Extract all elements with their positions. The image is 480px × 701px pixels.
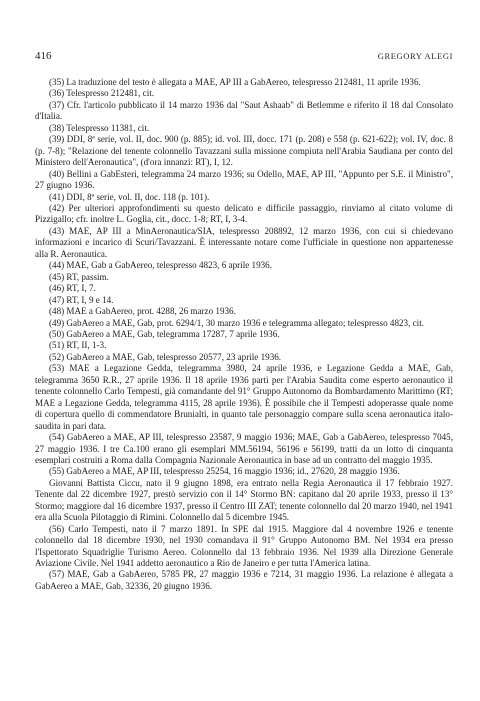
footnote-57: (57) MAE, Gab a GabAereo, 5785 PR, 27 maggio 1936 e 7214, 31 maggio 1936. La relazione è allegata a GabAereo a MAE, Gab, 32336, 20 giugno 1936.	[35, 569, 453, 591]
running-head: GREGORY ALEGI	[377, 51, 453, 61]
footnote-50: (50) GabAereo a MAE, Gab, telegramma 17287, 7 aprile 1936.	[49, 328, 280, 339]
footnote-47: (47) RT, I, 9 e 14.	[49, 294, 114, 305]
footnote-55-continued: Giovanni Battista Ciccu, nato il 9 giugno 1898, era entrato nella Regia Aeronautica il 17 febbraio 1927. Tenente dal 22 dicembre 1927, prestò servizio con il 14° Stormo BN: capitano dal 20 aprile 1933, presso il 13° Stormo; maggiore dal 16 dicembre 1937, presso il Centro III ZAT; tenente colonnello dal 20 marzo 1940, nel 1941 era alla Scuola Pilotaggio di Rimini. Colonnello dal 5 dicembre 1945.	[35, 477, 453, 523]
footnote-36: (36) Telespresso 212481, cit.	[49, 88, 155, 99]
page-header	[35, 50, 453, 62]
footnote-44: (44) MAE, Gab a GabAereo, telespresso 4823, 6 aprile 1936.	[49, 260, 272, 271]
footnotes	[35, 77, 453, 592]
footnote-45: (45) RT, passim.	[49, 271, 109, 282]
footnote-37: (37) Cfr. l'articolo pubblicato il 14 marzo 1936 dal "Saut Ashaab" di Betlemme e riferito il 18 dal Consolato d'Italia.	[35, 99, 453, 122]
page-number: 416	[35, 50, 52, 62]
footnote-42: (42) Per ulteriori approfondimenti su questo delicato e difficile passaggio, rinviamo al citato volume di Pizzigallo; cfr. inoltre L. Goglia, cit., docc. 1-8; RT, I, 3-4.	[35, 202, 453, 225]
footnote-55: (55) GabAereo a MAE, AP III, telespresso 25254, 16 maggio 1936; id., 27620, 28 maggio 1936.	[49, 466, 400, 477]
footnote-38: (38) Telespresso 11381, cit.	[49, 122, 150, 133]
footnote-52: (52) GabAereo a MAE, Gab, telespresso 20577, 23 aprile 1936.	[49, 351, 282, 362]
footnote-56: (56) Carlo Tempesti, nato il 7 marzo 1891. In SPE dal 1915. Maggiore dal 4 novembre 1926 e tenente colonnello dal 18 dicembre 1930, nel 1930 comandava il 91° Gruppo Autonomo BM. Nel 1934 era presso l'Ispettorato Squadriglie Turismo Aereo. Colonnello dal 13 febbraio 1936. Nel 1939 alla Direzione Generale Aviazione Civile. Nel 1941 addetto aeronautico a Rio de Janeiro e per tutta l'America latina.	[35, 523, 453, 569]
footnote-48: (48) MAE a GabAereo, prot. 4288, 26 marzo 1936.	[49, 306, 236, 317]
footnote-35: (35) La traduzione del testo è allegata a MAE, AP III a GabAereo, telespresso 212481, 11 aprile 1936.	[49, 77, 421, 87]
footnote-49: (49) GabAereo a MAE, Gab, prot. 6294/1, 30 marzo 1936 e telegramma allegato; telespresso 4823, cit.	[49, 317, 425, 328]
footnote-41: (41) DDI, 8ª serie, vol. II, doc. 118 (p. 101).	[49, 191, 210, 202]
footnote-53: (53) MAE a Legazione Gedda, telegramma 3980, 24 aprile 1936, e Legazione Gedda a MAE, Gab, telegramma 3650 R.R., 27 aprile 1936. Il 18 aprile 1936 partì per l'Arabia Saudita come esperto aeronautico il tenente colonnello Carlo Tempesti, già comandante del 91° Gruppo Autonomo da Bombardamento Marittimo (RT; MAE a Legazione Gedda, telegramma 4115, 28 aprile 1936). È possibile che il Tempesti adoperasse quale nome di copertura quello di commendatore Brunialti, in quanto tale personaggio compare sulla scena aeronautica italo-saudita in pari data.	[35, 363, 453, 431]
footnote-40: (40) Bellini a GabEsteri, telegramma 24 marzo 1936; su Odello, MAE, AP III, "Appunto per S.E. il Ministro", 27 giugno 1936.	[35, 168, 453, 191]
footnote-51: (51) RT, II, 1-3.	[49, 340, 107, 351]
footnote-54: (54) GabAereo a MAE, AP III, telespresso 23587, 9 maggio 1936; MAE, Gab a GabAereo, telespresso 7045, 27 maggio 1936. I tre Ca.100 erano gli esemplari MM.56194, 56196 e 56199, tratti da un lotto di cinquanta esemplari costruiti a Roma dalla Compagnia Nazionale Aeronautica in base ad un contratto del maggio 1935.	[35, 432, 453, 465]
footnote-46: (46) RT, I, 7.	[49, 283, 96, 294]
footnote-43: (43) MAE, AP III a MinAeronautica/SIA, telespresso 208892, 12 marzo 1936, con cui si chiedevano informazioni e incarico di Scuri/Tavazzani. È interessante notare come l'ufficiale in questione non appartenesse alla R. Aeronautica.	[35, 225, 453, 259]
footnote-39: (39) DDI, 8ª serie, vol. II, doc. 900 (p. 885); id. vol. III, docc. 171 (p. 208) e 558 (p. 621-622); vol. IV, doc. 8 (p. 7-8); "Relazione del tenente colonnello Tavazzani sulla missione compiuta nell'Arabia Saudiana per conto del Ministero dell'Aeronautica", (d'ora innanzi: RT), I, 12.	[35, 134, 453, 168]
